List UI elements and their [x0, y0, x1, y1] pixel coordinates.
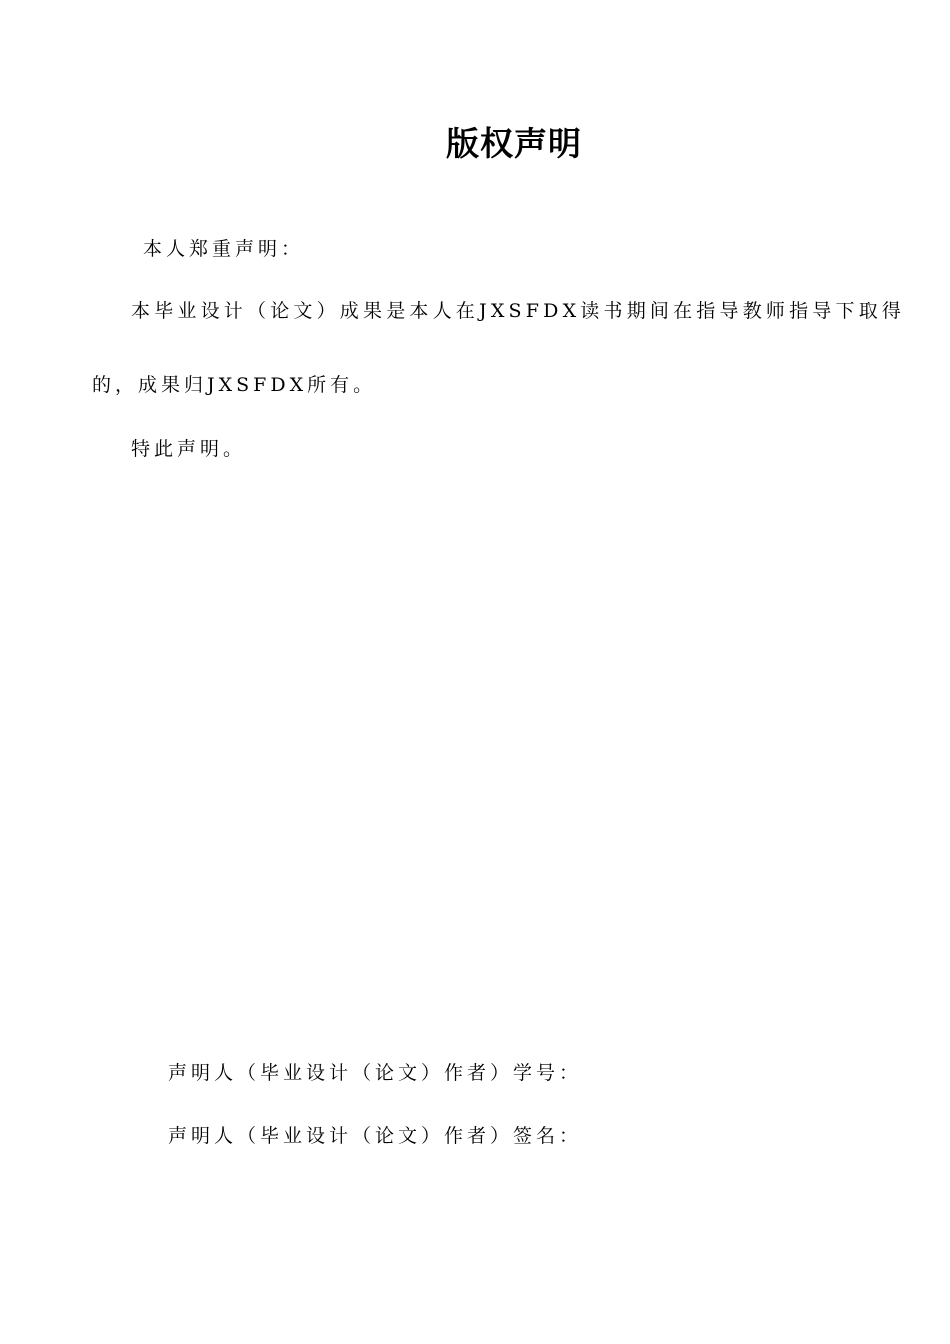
declaration-intro: 本人郑重声明：	[143, 238, 305, 260]
student-id-label: 声明人（毕业设计（论文）作者）学号：	[168, 1062, 583, 1084]
signature-label: 声明人（毕业设计（论文）作者）签名：	[168, 1125, 583, 1147]
declaration-closing: 特此声明。	[131, 438, 247, 460]
declaration-body-line-1: 本毕业设计（论文）成果是本人在JXSFDX读书期间在指导教师指导下取得	[131, 300, 906, 322]
document-title: 版权声明	[446, 124, 582, 163]
declaration-body-line-2: 的，成果归JXSFDX所有。	[92, 374, 377, 396]
